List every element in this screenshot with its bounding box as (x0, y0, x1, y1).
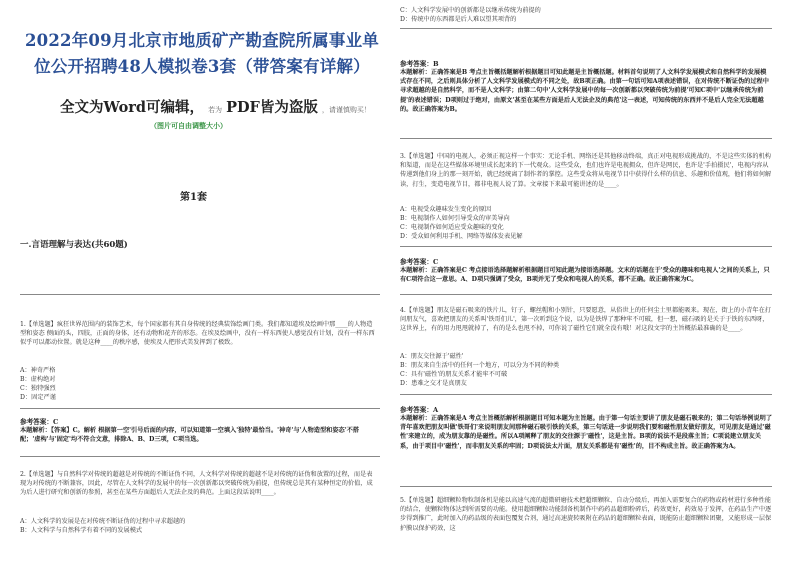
question-3-option-c: C：电视制作如何适应受众趣味的变化 (400, 224, 504, 231)
question-2-option-b: B：人文科学与自然科学有着不同的发展模式 (20, 527, 143, 534)
picture-note: （图片可自由调整大小） (150, 121, 227, 130)
subtitle-main-2: PDF皆为盗版 (226, 99, 318, 116)
question-3-answer-body: 本题解析：正确答案是C 考点接语选择题解析根据题目可知此题为接语选择题。文末的话题在于'受众的趣味和电视人'之间的关系上，只有C项符合这一意思。A、D项只强调了受众，B项并无了受众和电视人的关系，都不正确。故正确答案为C。 (400, 267, 770, 284)
question-4-answer-head: 参考答案：A (400, 406, 439, 414)
question-3-option-b: B：电视制作人如何引导受众的审美导向 (400, 215, 510, 222)
question-1-option-d: D：固定严谨 (20, 394, 56, 401)
page-title (16, 28, 388, 80)
question-3-option-d: D：受众如何利用手机、网络等媒体发表见解 (400, 233, 523, 240)
question-1-option-c: C：独特强烈 (20, 385, 56, 392)
question-1-answer-body: 本题解析：【答案】C。解析 根据第一空'引号后面的内容，可以知道第一空填入'独特'最恰当。'神奇'与'人物造型和姿态'不搭配；'虚构'与'固定'均不符合文意，排除A、B、D三项，C项当选。 (20, 427, 359, 444)
divider (400, 138, 772, 139)
question-1-text: 1.【单选题】疯狂世界范围内的装饰艺术，每个国家都有其自身传统的经典装饰绘画门类。我们都知道埃及绘画中那____的人物造型和姿态 侧面的头，四肢，正面的身体，还有动物和花卉的形态。在埃及绘画中，没有一样东西使人感觉没有计划，没有一样东西似乎可以都动位置。就是这种____的秩序感，使埃及人把形式美发挥到了极致。 (20, 321, 375, 347)
section-heading: 一.言语理解与表达(共60题) (20, 240, 128, 250)
divider (20, 408, 380, 409)
divider (20, 456, 380, 457)
title-line-1: 2022年09月北京市地质矿产勘查院所属事业单 (25, 31, 379, 50)
question-1-option-a: A：神奇严格 (20, 367, 56, 374)
divider (400, 394, 772, 395)
question-4-option-b: B：朋友来自生活中的任何一个地方，可以分为不同的种类 (400, 362, 560, 369)
subtitle (60, 96, 371, 116)
question-2-option-a: A：人文科学的发展是在对传统不断证伪的过程中寻求超越的 (20, 518, 186, 525)
divider (400, 28, 772, 29)
question-4-option-a: A：朋友交往源于'磁性' (400, 353, 464, 360)
divider (20, 294, 380, 295)
question-3-option-a: A：电视受众趣味发生变化的原因 (400, 206, 492, 213)
question-4-answer-body: 本题解析：正确答案是A 考点主旨概括解析根据题目可知本题为主旨题。由于第一句话主要讲了朋友是磁石吸来的；第二句话举例说明了青年喜欢把朋友叫做'铁哥们'来说明朋友间那种磁石吸引铁的关系，第三句话进一步说明我们要和磁性朋友做好朋友，可见朋友是通过'磁性'来建立的，成为朋友靠的是磁性。所以A项阐释了朋友的交往源于'磁性'，这是主旨。B项的说法不是段落主旨；C项说建立朋友关系，由于项目中'磁性'，而非朋友关系的牢固；D项说法太片面，朋友关系都是有'磁性'的，目不构成主旨。故正确答案为A。 (400, 415, 773, 450)
set-title: 第1套 (180, 192, 207, 203)
subtitle-note: ，请谨慎购买！ (321, 106, 371, 114)
subtitle-small: 若为 (208, 106, 223, 114)
question-1-option-b: B：虚构绝对 (20, 376, 56, 383)
right-column (400, 0, 792, 565)
question-2-text: 2.【单选题】与自然科学对传统的超越是对传统的不断证伪不同，人文科学对传统的超越不是对传统的证伪和放置的过程，而是表现为对传统的不断兼容，因此，尽管在人文科学的发展中的每一次创新都以突破传统为前提，但传统总是其有某种恒定的价值，成为后人进行研究和创新的参照，甚至在某些方面超后人无法企及的典范。上面这段话说明____。 (20, 471, 373, 497)
question-4-text: 4.【单选题】朋友是磁石吸来的铁片儿，钉子，螺丝帽和小别针，只要愿意，从俗世上的任何尘土里都能吸来。现在，街上的小青年在打问朋友气，喜欢把朋友的关系叫'铁哥们儿'，第一次听到这个说，以为是铁焊了那种牢不可破，但一想，磁石吸的是关于于铁的东西呀，这世界上，有的用力甩甩就掉了，有的是么也甩不掉，可你说了磁性它们就全没有哦！对这段文字的主旨概括最准确的是____。 (400, 307, 771, 333)
divider (400, 246, 772, 247)
question-3-text: 3.【单选题】中国的电视人，必须正视这样一个事实：无论手机、网络还是其他移动终端，真正对电视形成挑战的，不是这些实体的机构和渠道，而是在这些媒体环境里成长起来的下一代观众。这些受众，也们也许是电视拥众，但许是网民，也许是'手拍摄民'，电视内容从传递到他们身上的那一刻开始，就已经统离了制作者的掌控。这些受众将从电视节目中获得什么样的信息、乐趣和价值观，他们将如何解读，打生，变造电视节目，都非电视人说了算。文章接下来最可能讲述的是____。 (400, 153, 772, 188)
title-line-2: 位公开招聘48人模拟卷3套（带答案有详解） (34, 57, 370, 76)
question-3-answer-head: 参考答案：C (400, 258, 439, 266)
question-5-text: 5.【单选题】超细颗粒物粒制备机是能以高速气流的超微研磨技术把超细颗粒、自动分级后，再加入需要复合的药物或药材进行多种性能的结合，使颗粒物体达到所需要的功能。使用超细颗粒功能制备机制作中药药品超细粉碎后，药效更好，药效易于发挥，在药品生产中逐步得到推广，此时加入的药品级的表面包覆复合剂，通过高速旋转吸附在药品的超细颗粒表面，既能防止超细颗粒团聚，又能形成一层保护膜以保护药效，这 (400, 497, 772, 532)
question-1-answer-head: 参考答案：C (20, 418, 59, 426)
question-2-answer-body: 本题解析：正确答案是B 考点主旨概括题解析根据题目可知此题是主旨概括题。材料首句说明了人文科学发展模式和自然科学的发展模式存在不同，之后则具体分析了人文科学发展模式的不同之处，故B项正确。由第一句话可知A项表述错误，在对传统不断证伪的过程中寻求超越的是自然科学，而不是人文科学；由第二句中'人文科学发展中的每一次创新都以突破传统为前提'可知C项中'以继承传统为前提'的表述错误；D项则过于绝对，由原文'甚至在某些方面是后人无法企及的典范'这一表述，可知传统的东西并不是后人完全无法超越的。故正确答案为B。 (400, 69, 769, 113)
subtitle-main: 全文为Word可编辑， (60, 99, 205, 116)
divider (400, 486, 772, 487)
left-column (0, 0, 392, 565)
divider (400, 294, 772, 295)
question-2-option-d: D：传统中的东西都是后人难以望其项背的 (400, 16, 517, 23)
question-2-answer-head: 参考答案：B (400, 60, 439, 68)
question-4-option-c: C：具有'磁性'的朋友关系才能牢不可破 (400, 371, 508, 378)
question-2-option-c: C：人文科学发展中的创新都是以继承传统为前提的 (400, 7, 541, 14)
question-4-option-d: D：患难之交才是真朋友 (400, 380, 467, 387)
